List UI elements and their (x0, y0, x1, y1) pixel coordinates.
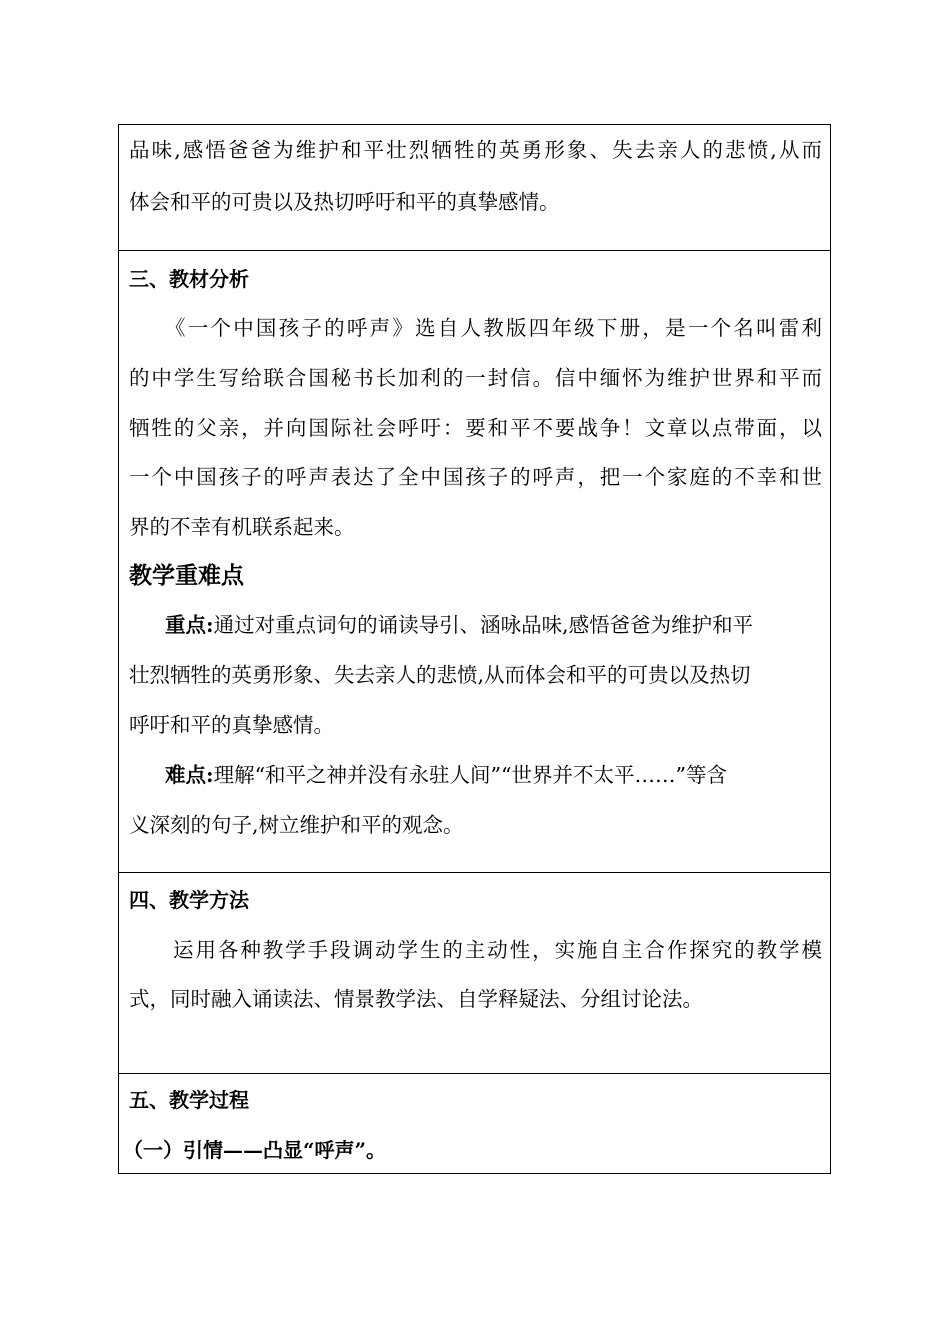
key-point-text: 通过对重点词句的诵读导引、涵咏品味,感悟爸爸为维护和平 (213, 613, 754, 637)
difficult-point-label: 难点: (165, 763, 214, 787)
key-point-line-2: 壮烈牺牲的英勇形象、失去亲人的悲愤,从而体会和平的可贵以及热切 (129, 663, 751, 687)
teaching-method-cell (118, 872, 831, 1074)
teaching-process-heading: 五、教学过程 (129, 1088, 249, 1112)
goal-cell (118, 124, 831, 251)
process-step-heading: （一）引情——凸显“呼声”。 (123, 1138, 387, 1162)
analysis-line-2: 的中学生写给联合国秘书长加利的一封信。信中缅怀为维护世界和平而 (129, 366, 822, 390)
material-analysis-cell (118, 250, 831, 873)
method-line-1: 运用各种教学手段调动学生的主动性，实施自主合作探究的教学模 (173, 938, 822, 962)
goal-line-2: 体会和平的可贵以及热切呼吁和平的真挚感情。 (129, 190, 560, 214)
difficult-point-text: 理解“和平之神并没有永驻人间”“世界并不太平……”等含 (213, 763, 727, 787)
analysis-line-1: 《一个中国孩子的呼声》选自人教版四年级下册，是一个名叫雷利 (165, 316, 822, 340)
material-analysis-heading: 三、教材分析 (129, 267, 249, 291)
analysis-line-5: 界的不幸有机联系起来。 (129, 515, 355, 539)
difficult-point-line-1 (165, 761, 727, 789)
key-point-label: 重点: (165, 613, 214, 637)
key-point-line-3: 呼吁和平的真挚感情。 (129, 713, 334, 737)
analysis-line-4: 一个中国孩子的呼声表达了全中国孩子的呼声，把一个家庭的不幸和世 (129, 465, 822, 489)
analysis-line-3: 牺牲的父亲，并向国际社会呼吁：要和平不要战争！文章以点带面，以 (129, 416, 822, 440)
method-line-2: 式，同时融入诵读法、情景教学法、自学释疑法、分组讨论法。 (129, 987, 703, 1011)
goal-line-1: 品味,感悟爸爸为维护和平壮烈牺牲的英勇形象、失去亲人的悲愤,从而 (129, 138, 822, 162)
teaching-process-cell (118, 1073, 831, 1174)
difficult-point-line-2: 义深刻的句子,树立维护和平的观念。 (129, 813, 464, 837)
teaching-method-heading: 四、教学方法 (129, 888, 249, 912)
key-difficult-heading: 教学重难点 (129, 562, 244, 589)
key-point-line-1 (165, 611, 753, 639)
